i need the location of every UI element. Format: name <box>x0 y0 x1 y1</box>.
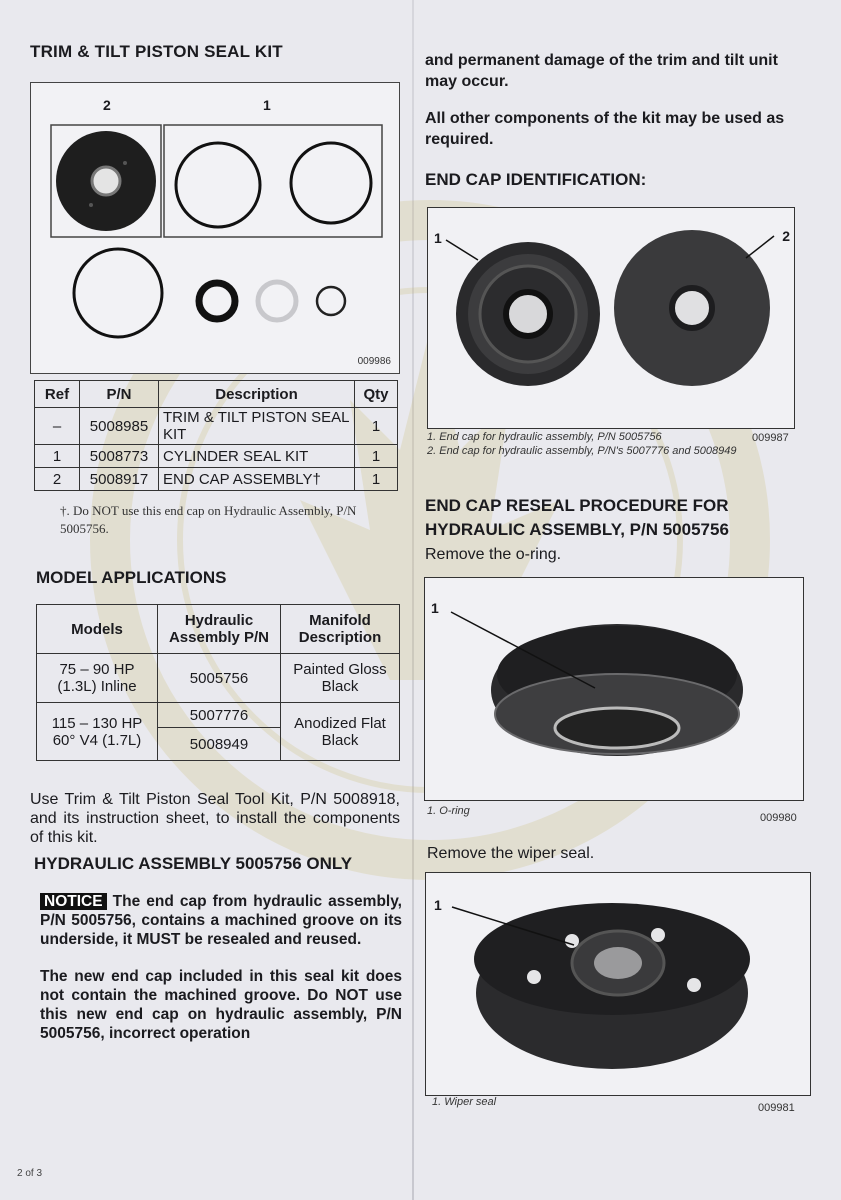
header-manifold: Manifold Description <box>281 605 400 654</box>
cell-description: CYLINDER SEAL KIT <box>159 445 355 468</box>
oring-photo <box>425 578 803 800</box>
notice-text: The end cap from hydraulic assembly, P/N 5005756, contains a machined groove on its underside, it MUST be resealed and reused. <box>40 893 402 948</box>
figure-ref-2: 2 <box>103 97 111 113</box>
figure-ref-1: 1 <box>434 230 442 246</box>
wiper-seal-figure <box>425 872 811 1096</box>
reseal-title-line2: HYDRAULIC ASSEMBLY, P/N 5005756 <box>425 520 729 539</box>
models-title: MODEL APPLICATIONS <box>36 568 227 587</box>
table-header-row <box>35 381 398 408</box>
figure-ref-1: 1 <box>431 600 439 616</box>
parts-table <box>34 380 398 491</box>
header-ref: Ref <box>35 381 80 408</box>
notice-badge: NOTICE <box>40 893 107 910</box>
kit-figure <box>30 82 400 374</box>
table-row <box>37 703 400 728</box>
reseal-title-line1: END CAP RESEAL PROCEDURE FOR <box>425 496 729 515</box>
fig2-number: 009980 <box>760 812 797 824</box>
figure-ref-1: 1 <box>434 897 442 913</box>
figure-number: 009986 <box>357 356 391 367</box>
remove-wiper-text: Remove the wiper seal. <box>427 845 595 862</box>
cell-pn: 5008949 <box>158 728 281 761</box>
cell-manifold: Painted Gloss Black <box>281 654 400 703</box>
notice-paragraph <box>40 892 402 949</box>
header-pn: P/N <box>80 381 159 408</box>
table-row <box>35 468 398 491</box>
end-cap-id-figure <box>427 207 795 429</box>
figure-ref-2: 2 <box>782 228 790 244</box>
end-caps-photo <box>428 208 794 428</box>
notice-block <box>40 892 402 1043</box>
cell-qty: 1 <box>355 445 398 468</box>
tool-kit-instruction: Use Trim & Tilt Piston Seal Tool Kit, P/N 5008918, and its instruction sheet, to install the components of this kit. <box>30 791 400 846</box>
fig1-caption-2: 2. End cap for hydraulic assembly, P/N's 5007776 and 5008949 <box>427 445 737 457</box>
wiper-seal-photo <box>426 873 810 1095</box>
table-row <box>37 654 400 703</box>
header-description: Description <box>159 381 355 408</box>
table-header-row <box>37 605 400 654</box>
continued-text: and permanent damage of the trim and tilt unit may occur. <box>425 52 778 90</box>
fig3-number: 009981 <box>758 1102 795 1114</box>
table-row <box>35 445 398 468</box>
cell-qty: 1 <box>355 408 398 445</box>
cell-model: 75 – 90 HP (1.3L) Inline <box>37 654 158 703</box>
fig1-number: 009987 <box>752 432 789 444</box>
cell-ref: 2 <box>35 468 80 491</box>
cell-pn: 5005756 <box>158 654 281 703</box>
cell-pn: 5008917 <box>80 468 159 491</box>
other-components-text: All other components of the kit may be used as required. <box>425 110 785 148</box>
cell-pn: 5008773 <box>80 445 159 468</box>
left-column <box>30 42 402 1042</box>
cell-description: END CAP ASSEMBLY† <box>159 468 355 491</box>
page-fold <box>412 0 414 1200</box>
oring-figure <box>424 577 804 801</box>
header-models: Models <box>37 605 158 654</box>
cell-qty: 1 <box>355 468 398 491</box>
header-hydraulic: Hydraulic Assembly P/N <box>158 605 281 654</box>
figure-ref-1: 1 <box>263 97 271 113</box>
seal-kit-parts-photo <box>31 83 399 373</box>
cell-ref: – <box>35 408 80 445</box>
header-qty: Qty <box>355 381 398 408</box>
cell-pn: 5008985 <box>80 408 159 445</box>
warning-paragraph: The new end cap included in this seal kit does not contain the machined groove. Do NOT use this new end cap on hydraulic assembly, P/N 5005756, incorrect operation <box>40 968 402 1042</box>
cell-description: TRIM & TILT PISTON SEAL KIT <box>159 408 355 445</box>
cell-pn: 5007776 <box>158 703 281 728</box>
fig1-caption-1: 1. End cap for hydraulic assembly, P/N 5005756 <box>427 431 662 443</box>
models-table <box>36 604 400 761</box>
fig2-caption: 1. O-ring <box>427 805 470 817</box>
fig3-caption: 1. Wiper seal <box>432 1096 497 1108</box>
page-number: 2 of 3 <box>17 1168 43 1179</box>
cell-ref: 1 <box>35 445 80 468</box>
remove-oring-text: Remove the o-ring. <box>425 546 562 563</box>
cell-manifold: Anodized Flat Black <box>281 703 400 761</box>
kit-title: TRIM & TILT PISTON SEAL KIT <box>30 42 283 61</box>
cell-model: 115 – 130 HP 60° V4 (1.7L) <box>37 703 158 761</box>
end-cap-id-title: END CAP IDENTIFICATION: <box>425 170 647 189</box>
table-row <box>35 408 398 445</box>
kit-footnote: †. Do NOT use this end cap on Hydraulic Assembly, P/N 5005756. <box>60 503 357 536</box>
hydraulic-title: HYDRAULIC ASSEMBLY 5005756 ONLY <box>34 854 353 873</box>
